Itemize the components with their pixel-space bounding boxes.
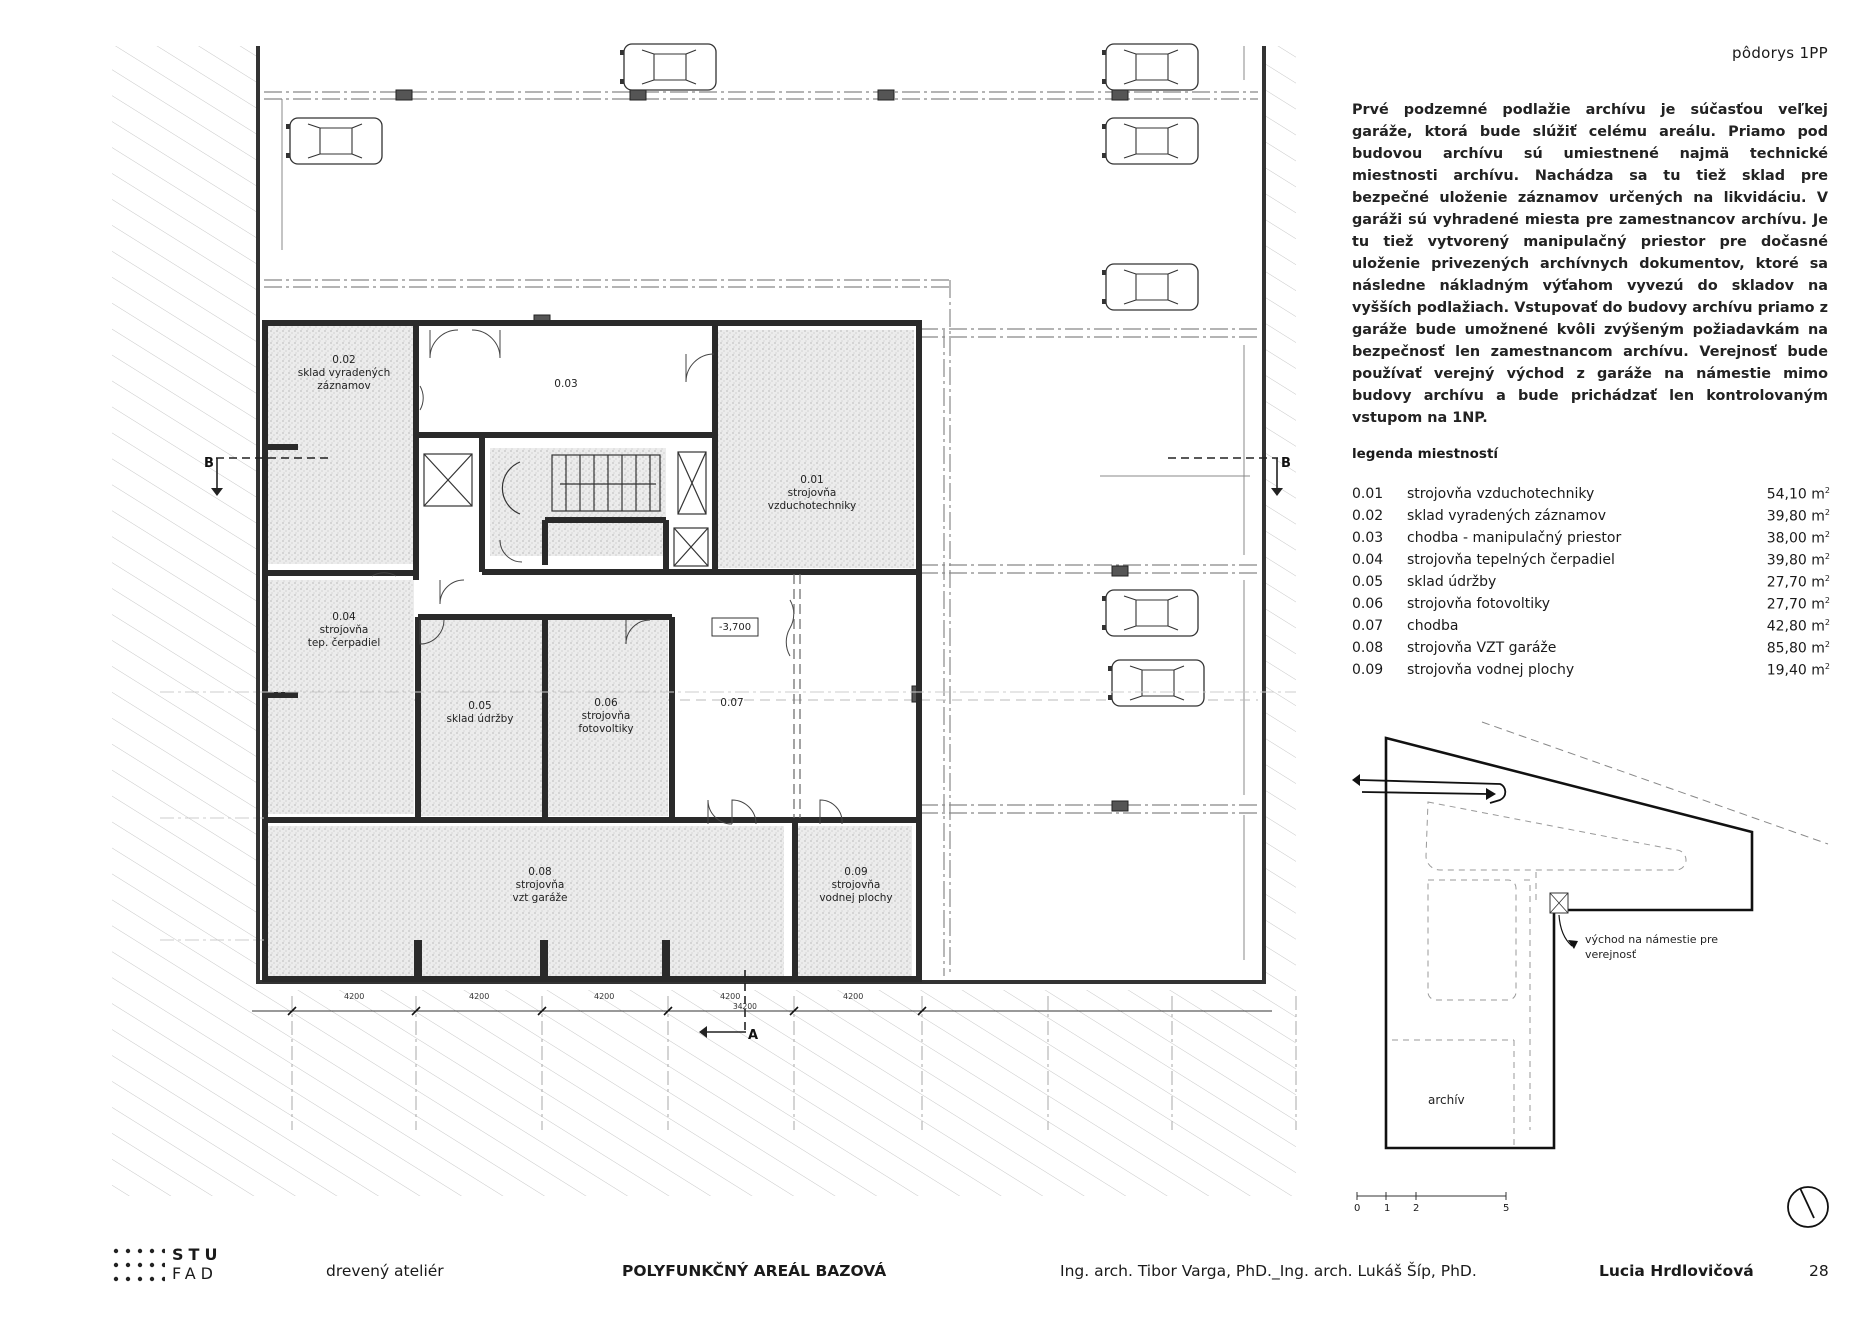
legend-row: [1352, 552, 1830, 574]
room-name: sklad údržby: [446, 713, 514, 725]
legend-area-unit-exponent: 2: [1824, 530, 1830, 539]
room-legend: [1352, 486, 1830, 684]
room-number: 0.04: [332, 611, 356, 623]
legend-area-value: 19,40 m: [1766, 662, 1825, 679]
legend-room-name: strojovňa vzduchotechniky: [1407, 486, 1595, 502]
scale-tick-label: 2: [1413, 1203, 1420, 1214]
legend-room-number: 0.03: [1352, 530, 1384, 546]
footer-project: POLYFUNKČNÝ AREÁL BAZOVÁ: [622, 1262, 887, 1280]
legend-row: [1352, 574, 1830, 596]
legend-area-unit-exponent: 2: [1824, 662, 1830, 671]
legend-room-name: chodba - manipulačný priestor: [1407, 530, 1622, 546]
legend-area-value: 42,80 m: [1766, 618, 1825, 635]
legend-room-name: chodba: [1407, 618, 1459, 634]
footer-supervisors: Ing. arch. Tibor Varga, PhD._Ing. arch. Lukáš Šíp, PhD.: [1060, 1262, 1477, 1280]
legend-room-number: 0.06: [1352, 596, 1384, 612]
room-label-0-08: [480, 866, 600, 905]
room-label-0-06: [556, 697, 656, 736]
room-label-0-05: [430, 700, 530, 726]
logo-line-2: FAD: [172, 1264, 218, 1283]
legend-room-name: sklad vyradených záznamov: [1407, 508, 1607, 524]
legend-row: [1352, 486, 1830, 508]
legend-row: [1352, 530, 1830, 552]
legend-row: [1352, 640, 1830, 662]
room-number: 0.05: [468, 700, 492, 712]
legend-room-number: 0.07: [1352, 618, 1384, 634]
legend-area-value: 27,70 m: [1766, 574, 1825, 591]
room-name: sklad vyradených záznamov: [297, 367, 391, 392]
legend-area-value: 85,80 m: [1766, 640, 1825, 657]
legend-room-name: strojovňa VZT garáže: [1407, 640, 1557, 656]
total-dimension: 34200: [733, 1002, 757, 1011]
legend-room-number: 0.09: [1352, 662, 1384, 678]
room-number: 0.08: [528, 866, 552, 878]
legend-area-unit-exponent: 2: [1824, 640, 1830, 649]
legend-room-number: 0.02: [1352, 508, 1384, 524]
site-exit-label: východ na námestie pre verejnosť: [1585, 933, 1719, 961]
legend-area-value: 39,80 m: [1766, 508, 1825, 525]
room-label-0-07: [702, 697, 762, 710]
scale-tick-label: 5: [1503, 1203, 1510, 1214]
room-number: 0.02: [332, 354, 356, 366]
room-label-0-09: [806, 866, 906, 905]
room-name: strojovňa vodnej plochy: [819, 879, 893, 904]
site-archive-label: archív: [1428, 1093, 1465, 1107]
level-marker: -3,700: [718, 622, 752, 633]
legend-room-name: strojovňa fotovoltiky: [1407, 596, 1551, 612]
footer-studio: drevený ateliér: [326, 1262, 444, 1280]
legend-area-unit-exponent: 2: [1824, 574, 1830, 583]
legend-room-number: 0.08: [1352, 640, 1384, 656]
room-number: 0.03: [554, 378, 578, 390]
room-name: strojovňa fotovoltiky: [578, 710, 634, 735]
section-a-label: A: [748, 1028, 759, 1043]
footer-author: Lucia Hrdlovičová: [1599, 1262, 1754, 1280]
sheet-description: Prvé podzemné podlažie archívu je súčasťou veľkej garáže, ktorá bude slúžiť celému areálu. Priamo pod budovou archívu sú umiestnené najmä technické miestnosti archívu. Nachádza sa tu tiež sklad pre bezpečné uloženie záznamov určených na likvidáciu. V garáži sú vyhradené miesta pre zamestnancov archívu. Je tu tiež vytvorený manipulačný priestor pre dočasné uloženie privezených archívnych dokumentov, ktoré sa následne nákladným výťahom vyvezú do skladov na vyšších podlažiach. Vstupovať do budovy archívu priamo z garáže bude umožnené kvôli zvýšeným požiadavkám na bezpečnosť len zamestnancom archívu. Verejnosť bude používať verejný východ z garáže na námestie mimo budovy archívu a bude prichádzať len kontrolovaným vstupom na 1NP.: [1352, 102, 1828, 426]
room-number: 0.07: [720, 697, 744, 709]
legend-area-value: 54,10 m: [1766, 486, 1825, 503]
legend-area-unit-exponent: 2: [1824, 486, 1830, 495]
room-number: 0.09: [844, 866, 868, 878]
legend-room-area: [1767, 486, 1830, 503]
scale-tick-label: 1: [1384, 1203, 1391, 1214]
sheet-title: pôdorys 1PP: [1732, 44, 1828, 62]
scale-tick-label: 0: [1354, 1203, 1361, 1214]
legend-area-unit-exponent: 2: [1824, 552, 1830, 561]
legend-room-area: [1767, 552, 1830, 569]
legend-room-number: 0.04: [1352, 552, 1384, 568]
legend-row: [1352, 508, 1830, 530]
room-label-0-01-area: [292, 354, 396, 393]
legend-area-value: 38,00 m: [1766, 530, 1825, 547]
section-b-right-label: B: [1281, 456, 1291, 471]
room-label-0-04: [292, 611, 396, 650]
legend-room-area: [1767, 508, 1830, 525]
legend-area-unit-exponent: 2: [1824, 618, 1830, 627]
room-number: 0.06: [594, 697, 618, 709]
dimension-value: 4200: [469, 992, 490, 1001]
footer-page-number: 28: [1809, 1262, 1829, 1280]
legend-room-number: 0.05: [1352, 574, 1384, 590]
legend-room-area: [1767, 530, 1830, 547]
legend-room-name: sklad údržby: [1407, 574, 1497, 590]
room-number: 0.01: [800, 474, 824, 486]
dimension-value: 4200: [843, 992, 864, 1001]
legend-room-area: [1767, 618, 1830, 635]
room-label-0-01: [752, 474, 872, 513]
legend-area-value: 27,70 m: [1766, 596, 1825, 613]
section-b-left-label: B: [204, 456, 214, 471]
legend-title: legenda miestností: [1352, 446, 1499, 462]
legend-area-unit-exponent: 2: [1824, 596, 1830, 605]
legend-row: [1352, 596, 1830, 618]
footer: [0, 1262, 1872, 1302]
legend-room-area: [1767, 574, 1830, 591]
legend-row: [1352, 662, 1830, 684]
room-name: strojovňa tep. čerpadiel: [307, 624, 381, 649]
logo-line-1: STU: [172, 1245, 223, 1264]
legend-room-number: 0.01: [1352, 486, 1384, 502]
legend-room-name: strojovňa vodnej plochy: [1407, 662, 1575, 678]
legend-room-area: [1767, 596, 1830, 613]
legend-room-name: strojovňa tepelných čerpadiel: [1407, 552, 1615, 568]
room-label-0-03: [536, 378, 596, 391]
site-plan: [1352, 722, 1828, 1227]
room-name: strojovňa vzduchotechniky: [767, 487, 857, 512]
dimension-value: 4200: [720, 992, 741, 1001]
legend-room-area: [1767, 662, 1830, 679]
room-name: strojovňa vzt garáže: [512, 879, 568, 904]
legend-room-area: [1767, 640, 1830, 657]
legend-row: [1352, 618, 1830, 640]
dimension-value: 4200: [344, 992, 365, 1001]
dimension-value: 4200: [594, 992, 615, 1001]
legend-area-unit-exponent: 2: [1824, 508, 1830, 517]
legend-area-value: 39,80 m: [1766, 552, 1825, 569]
